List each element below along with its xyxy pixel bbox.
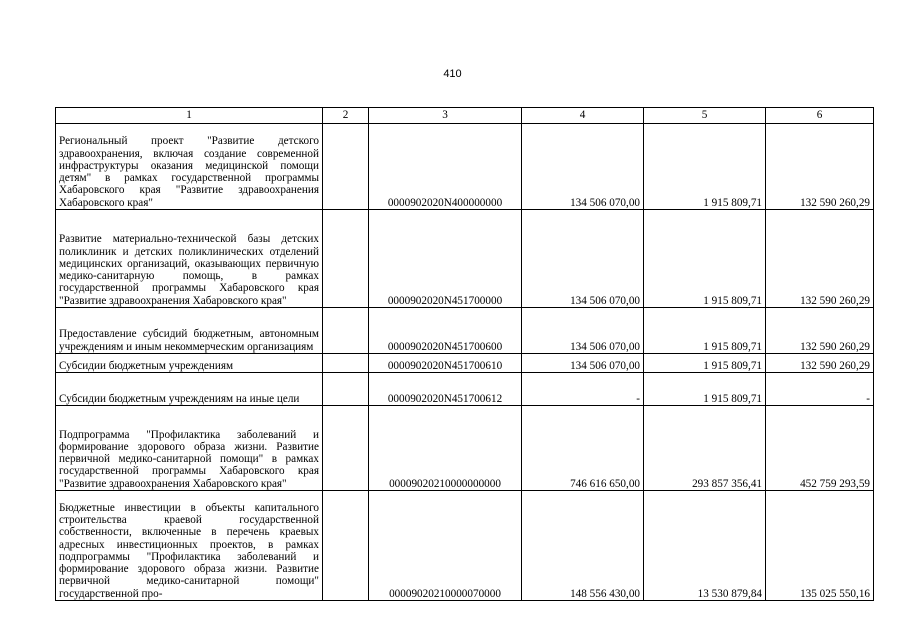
header-col-3: 3 — [369, 108, 522, 124]
row-name: Развитие материально-технической базы детских поликлиник и детских поликлинических отделений медицинских организаций, оказывающих первичную медико-санитарную помощь, в рамках государственной программы Хабаровского края "Развитие здравоохранения Хабаровского края" — [56, 210, 323, 308]
row-col2 — [323, 354, 369, 373]
table-row — [56, 491, 874, 601]
row-value-4: 134 506 070,00 — [522, 210, 644, 308]
row-name: Субсидии бюджетным учреждениям на иные цели — [56, 373, 323, 406]
row-col2 — [323, 124, 369, 210]
row-name: Субсидии бюджетным учреждениям — [56, 354, 323, 373]
row-code: 0000902020N451700610 — [369, 354, 522, 373]
row-value-6: 132 590 260,29 — [766, 124, 874, 210]
row-value-5: 1 915 809,71 — [644, 210, 766, 308]
row-name: Подпрограмма "Профилактика заболеваний и формирование здорового образа жизни. Развитие первичной медико-санитарной помощи" в рамках государственной программы Хабаровского края "Развитие здравоохранения Хабаровского края" — [56, 406, 323, 491]
table-row — [56, 124, 874, 210]
table-row — [56, 210, 874, 308]
row-code: 00009020210000000000 — [369, 406, 522, 491]
row-value-5: 1 915 809,71 — [644, 124, 766, 210]
header-col-2: 2 — [323, 108, 369, 124]
row-value-5: 293 857 356,41 — [644, 406, 766, 491]
row-name: Бюджетные инвестиции в объекты капитального строительства краевой государственной собственности, включенные в перечень краевых адресных инвестиционных проектов, в рамках подпрограммы "Профилактика заболеваний и формирование здорового образа жизни. Развитие первичной медико-санитарной помощи" государственной про- — [56, 491, 323, 601]
row-value-6: 132 590 260,29 — [766, 354, 874, 373]
row-value-4: 134 506 070,00 — [522, 354, 644, 373]
row-code: 00009020210000070000 — [369, 491, 522, 601]
row-value-5: 1 915 809,71 — [644, 373, 766, 406]
header-row — [56, 108, 874, 124]
table-row — [56, 406, 874, 491]
row-value-4: 148 556 430,00 — [522, 491, 644, 601]
row-value-6: 132 590 260,29 — [766, 210, 874, 308]
table-row — [56, 308, 874, 354]
header-col-6: 6 — [766, 108, 874, 124]
row-value-4: 746 616 650,00 — [522, 406, 644, 491]
row-value-6: 135 025 550,16 — [766, 491, 874, 601]
row-code: 0000902020N451700600 — [369, 308, 522, 354]
row-value-6: 452 759 293,59 — [766, 406, 874, 491]
page-number: 410 — [443, 68, 462, 80]
row-code: 0000902020N451700612 — [369, 373, 522, 406]
table-row — [56, 354, 874, 373]
row-code: 0000902020N451700000 — [369, 210, 522, 308]
row-value-5: 1 915 809,71 — [644, 308, 766, 354]
header-col-4: 4 — [522, 108, 644, 124]
row-col2 — [323, 491, 369, 601]
budget-table — [55, 107, 874, 601]
header-col-1: 1 — [56, 108, 323, 124]
row-col2 — [323, 406, 369, 491]
row-name: Предоставление субсидий бюджетным, автономным учреждениям и иным некоммерческим организациям — [56, 308, 323, 354]
row-col2 — [323, 308, 369, 354]
row-value-4: 134 506 070,00 — [522, 308, 644, 354]
row-value-4: - — [522, 373, 644, 406]
row-value-6: - — [766, 373, 874, 406]
row-col2 — [323, 373, 369, 406]
table-row — [56, 373, 874, 406]
row-value-6: 132 590 260,29 — [766, 308, 874, 354]
row-value-4: 134 506 070,00 — [522, 124, 644, 210]
row-value-5: 1 915 809,71 — [644, 354, 766, 373]
row-code: 0000902020N400000000 — [369, 124, 522, 210]
row-col2 — [323, 210, 369, 308]
header-col-5: 5 — [644, 108, 766, 124]
row-name: Региональный проект "Развитие детского здравоохранения, включая создание современной инфраструктуры оказания медицинской помощи детям" в рамках государственной программы Хабаровского края "Развитие здравоохранения Хабаровского края" — [56, 124, 323, 210]
row-value-5: 13 530 879,84 — [644, 491, 766, 601]
